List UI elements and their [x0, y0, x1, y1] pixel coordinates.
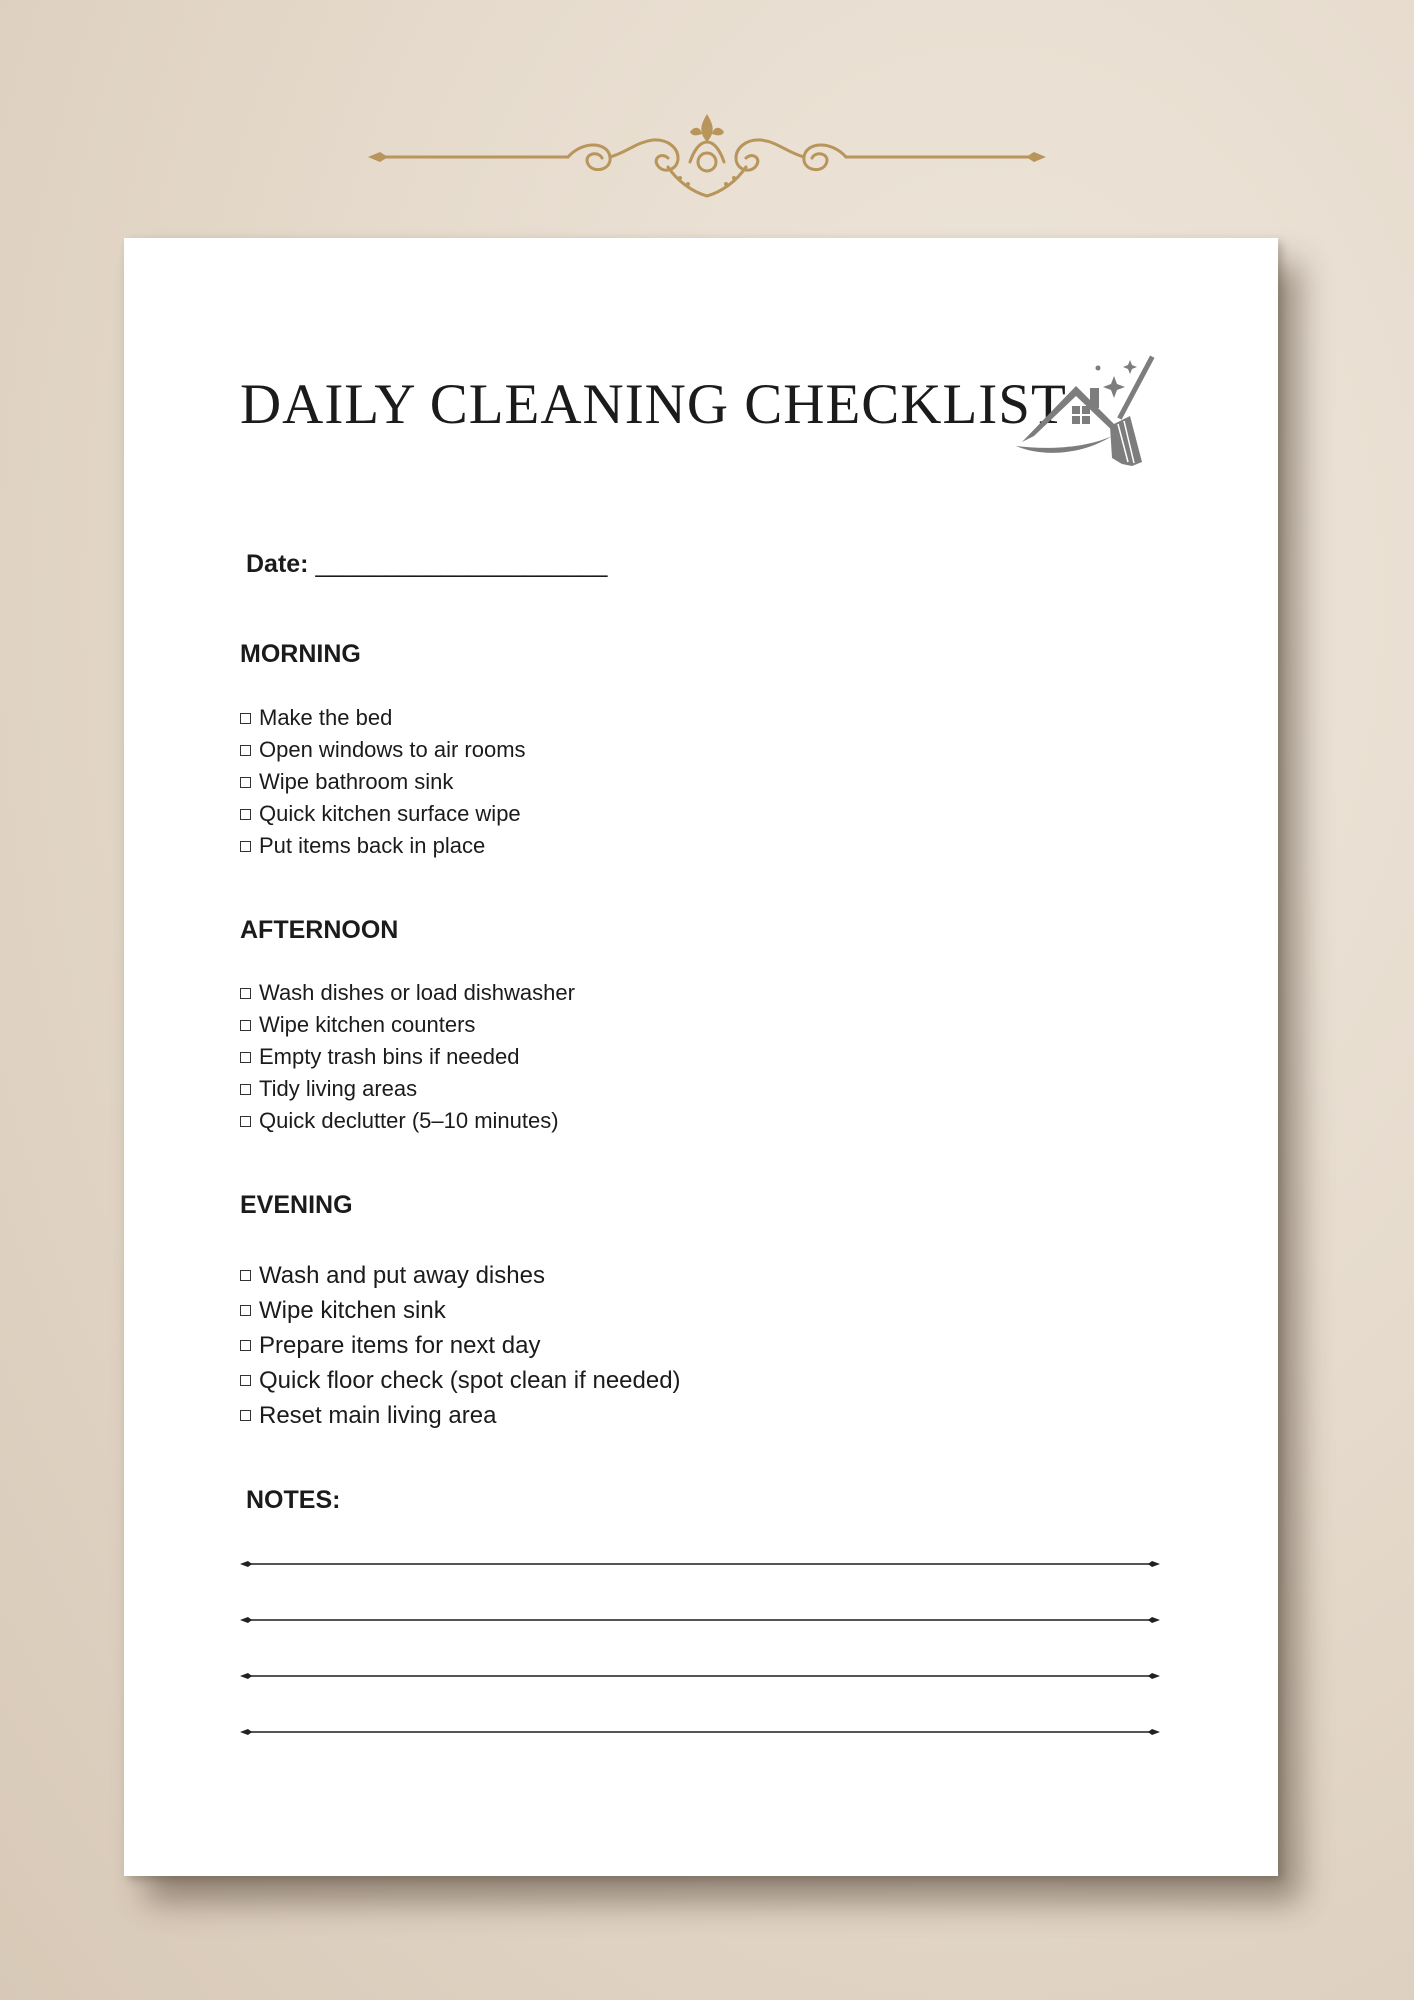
task-item[interactable] — [240, 734, 526, 766]
checkbox-icon[interactable] — [240, 1116, 251, 1127]
task-item[interactable] — [240, 977, 575, 1009]
date-field[interactable] — [246, 550, 607, 579]
checkbox-icon[interactable] — [240, 1052, 251, 1063]
task-item[interactable] — [240, 1398, 681, 1433]
task-label: Empty trash bins if needed — [259, 1044, 520, 1069]
checkbox-icon[interactable] — [240, 1305, 251, 1316]
scroll-ornament-icon — [368, 112, 1046, 202]
checklist-sheet — [124, 238, 1278, 1876]
task-item[interactable] — [240, 1293, 681, 1328]
task-item[interactable] — [240, 830, 526, 862]
task-label: Wash dishes or load dishwasher — [259, 980, 575, 1005]
task-item[interactable] — [240, 766, 526, 798]
date-blank-line: _____________________ — [315, 550, 608, 578]
checkbox-icon[interactable] — [240, 988, 251, 999]
task-item[interactable] — [240, 1258, 681, 1293]
page-title: DAILY CLEANING CHECKLIST — [240, 373, 1067, 436]
task-label: Prepare items for next day — [259, 1331, 541, 1359]
section-heading-afternoon: AFTERNOON — [240, 916, 399, 944]
section-heading-morning: MORNING — [240, 640, 361, 668]
task-item[interactable] — [240, 1105, 575, 1137]
task-item[interactable] — [240, 1009, 575, 1041]
checkbox-icon[interactable] — [240, 1270, 251, 1281]
checkbox-icon[interactable] — [240, 841, 251, 852]
task-item[interactable] — [240, 702, 526, 734]
evening-task-list — [240, 1258, 681, 1433]
checkbox-icon[interactable] — [240, 809, 251, 820]
checkbox-icon[interactable] — [240, 1084, 251, 1095]
task-label: Make the bed — [259, 705, 393, 730]
checkbox-icon[interactable] — [240, 713, 251, 724]
checkbox-icon[interactable] — [240, 1375, 251, 1386]
task-label: Quick declutter (5–10 minutes) — [259, 1108, 559, 1133]
section-heading-evening: EVENING — [240, 1191, 353, 1219]
morning-task-list — [240, 702, 526, 862]
task-label: Wipe kitchen sink — [259, 1296, 446, 1324]
task-label: Quick kitchen surface wipe — [259, 801, 521, 826]
notes-lines[interactable] — [240, 1554, 1160, 1754]
checkbox-icon[interactable] — [240, 1340, 251, 1351]
task-label: Put items back in place — [259, 833, 486, 858]
task-label: Wash and put away dishes — [259, 1261, 545, 1289]
task-label: Reset main living area — [259, 1401, 497, 1429]
task-item[interactable] — [240, 1363, 681, 1398]
checkbox-icon[interactable] — [240, 1410, 251, 1421]
task-item[interactable] — [240, 1328, 681, 1363]
checkbox-icon[interactable] — [240, 1020, 251, 1031]
task-label: Open windows to air rooms — [259, 737, 526, 762]
checkbox-icon[interactable] — [240, 745, 251, 756]
date-label: Date: — [246, 550, 309, 578]
afternoon-task-list — [240, 977, 575, 1137]
task-item[interactable] — [240, 798, 526, 830]
task-item[interactable] — [240, 1041, 575, 1073]
task-label: Wipe kitchen counters — [259, 1012, 476, 1037]
house-broom-icon — [1014, 350, 1172, 466]
notes-heading: NOTES: — [246, 1486, 341, 1514]
checkbox-icon[interactable] — [240, 777, 251, 788]
task-label: Quick floor check (spot clean if needed) — [259, 1366, 681, 1394]
task-label: Wipe bathroom sink — [259, 769, 454, 794]
task-label: Tidy living areas — [259, 1076, 418, 1101]
task-item[interactable] — [240, 1073, 575, 1105]
